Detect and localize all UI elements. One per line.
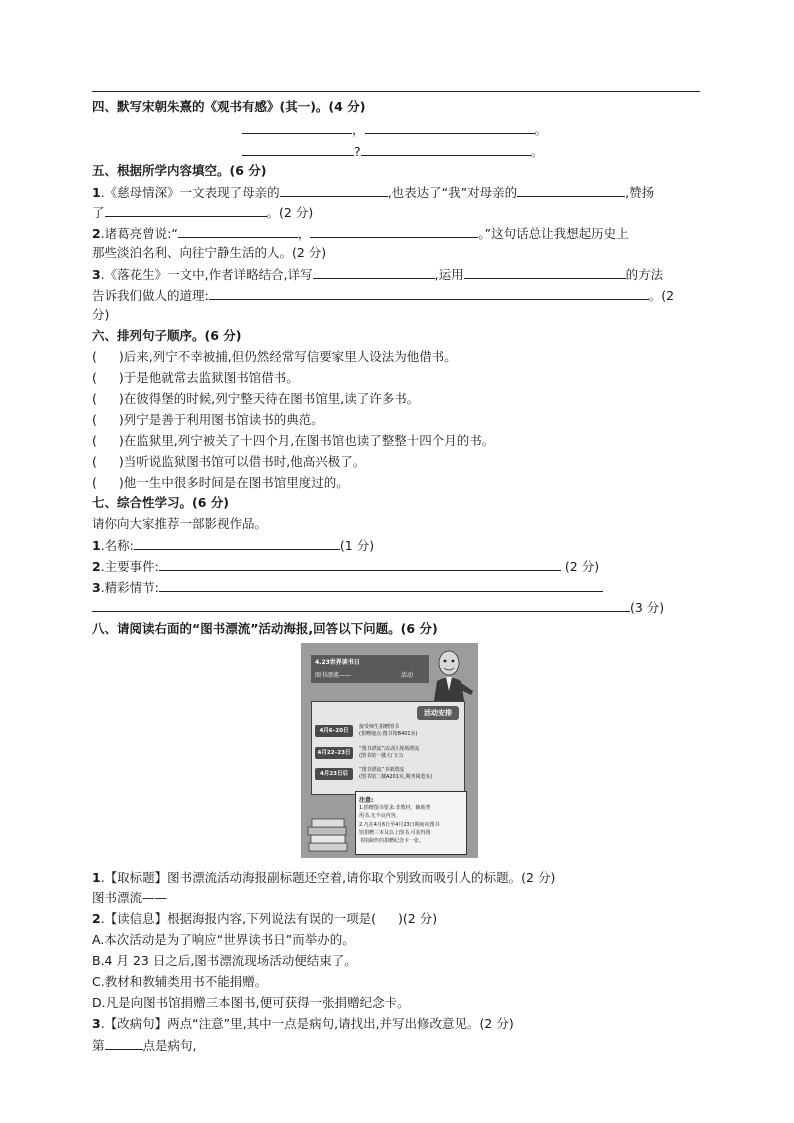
answer-blank[interactable] [134, 536, 340, 550]
book-drift-poster [301, 643, 478, 858]
order-item: ( )于是他就常去监狱图书馆借书。 [92, 370, 299, 385]
schedule-desc: 接受师生捐赠图书 (捐赠地点:图书馆B401室) [359, 724, 418, 737]
cartoon-presenter-icon [419, 647, 477, 707]
order-item: ( )后来,列宁不幸被捕,但仍然经常写信要家里人设法为他借书。 [92, 349, 457, 364]
poster-subtitle-left: 图书漂流—— [315, 672, 352, 679]
section-4-heading: 四、默写宋朝朱熹的《观书有感》(其一)。(4 分) [92, 99, 366, 114]
s7-q1: 1.名称: (1 分) [92, 538, 375, 553]
s5-q3-line2: 告诉我们做人的道理: 。(2 [92, 288, 675, 303]
order-item: ( )在彼得堡的时候,列宁整天待在图书馆里,读了许多书。 [92, 391, 420, 406]
answer-blank[interactable] [209, 286, 649, 300]
s8-q3: 3.【改病句】两点“注意”里,其中一点是病句,请找出,并写出修改意见。(2 分) [92, 1016, 514, 1031]
option-d: D.凡是向图书馆捐赠三本图书,便可获得一张捐赠纪念卡。 [92, 995, 410, 1010]
poster-title: 4.23世界读书日 [315, 659, 360, 666]
s5-q2-line1: 2.诸葛亮曾说:“ ， 。”这句话总让我想起历史上 [92, 226, 629, 241]
schedule-date: 4月22–23日 [315, 747, 353, 759]
notice-line: 书馆制作的捐赠纪念卡一张。 [359, 838, 425, 844]
answer-blank[interactable] [105, 1036, 143, 1050]
s7-q3: 3.精彩情节: [92, 578, 603, 597]
notice-line: 1.捐赠图书要求:非教材、辅助类 [359, 805, 431, 811]
s7-intro: 请你向大家推荐一部影视作品。 [92, 516, 268, 531]
notice-line: 馆捐赠三本及以上图书,可获得图 [359, 830, 431, 836]
answer-blank[interactable] [159, 578, 603, 592]
schedule-desc: “图书漂流”活动区现场漂流 (图书馆一楼大门口) [359, 746, 420, 759]
order-item: ( )列宁是善于利用图书馆读书的典范。 [92, 412, 324, 427]
s5-q3-line1: 3.《落花生》一文中,作者详略结合,详写 ,运用 的方法 [92, 267, 664, 282]
s5-q1-line2: 了 。(2 分) [92, 205, 314, 220]
answer-blank[interactable] [242, 142, 354, 156]
schedule-desc: “图书漂流”书架漂流 (图书馆二楼A201室,期刊阅览室) [359, 767, 433, 780]
s8-q2: 2.【读信息】根据海报内容,下列说法有误的一项是( )(2 分) [92, 911, 438, 926]
section-6-heading: 六、排列句子顺序。(6 分) [92, 328, 242, 343]
answer-blank[interactable] [310, 224, 478, 238]
poem-line-2: ? 。 [242, 142, 543, 161]
answer-blank[interactable] [159, 557, 561, 571]
notice-line: 2.凡在4月6日至4月23日期间向图书 [359, 822, 440, 828]
answer-blank[interactable] [365, 120, 535, 134]
answer-blank[interactable] [178, 224, 298, 238]
option-b: B.4 月 23 日之后,图书漂流现场活动便结束了。 [92, 953, 357, 968]
answer-blank[interactable] [517, 183, 625, 197]
s7-q2: 2.主要事件: (2 分) [92, 559, 600, 574]
s7-q3-line2: (3 分) [92, 598, 664, 617]
section-8-heading: 八、请阅读右面的“图书漂流”活动海报,回答以下问题。(6 分) [92, 621, 438, 636]
notice-title: 注意: [359, 797, 374, 804]
s8-q3-answer: 第 点是病句, [92, 1038, 197, 1053]
s8-q1: 1.【取标题】图书漂流活动海报副标题还空着,请你取个别致而吸引人的标题。(2 分) [92, 870, 556, 885]
s5-q1-line1: 1.《慈母情深》一文表现了母亲的 ,也表达了“我”对母亲的 ,赞扬 [92, 185, 655, 200]
poem-line-1: ， 。 [242, 120, 547, 139]
option-a: A.本次活动是为了响应“世界读书日”而举办的。 [92, 932, 355, 947]
schedule-date: 4月6–20日 [315, 725, 353, 737]
answer-blank[interactable] [280, 183, 388, 197]
answer-blank[interactable] [361, 142, 531, 156]
arrangement-title: 活动安排 [417, 706, 459, 720]
poster-subtitle-right: 活动 [401, 672, 414, 679]
section-7-heading: 七、综合性学习。(6 分) [92, 495, 229, 510]
answer-blank[interactable] [313, 265, 435, 279]
section-5-heading: 五、根据所学内容填空。(6 分) [92, 163, 267, 178]
s5-q2-line2: 那些淡泊名利、向往宁静生活的人。(2 分) [92, 245, 327, 260]
s8-q1-answer: 图书漂流—— [92, 890, 168, 905]
book-stack-icon [307, 813, 351, 853]
answer-blank[interactable] [242, 120, 352, 134]
answer-blank[interactable] [92, 598, 630, 612]
option-c: C.教材和教辅类用书不能捐赠。 [92, 974, 268, 989]
answer-blank[interactable] [105, 203, 267, 217]
schedule-date: 4月23日后 [315, 768, 353, 780]
answer-blank[interactable] [464, 265, 626, 279]
order-item: ( )当听说监狱图书馆可以借书时,他高兴极了。 [92, 454, 366, 469]
order-item: ( )他一生中很多时间是在图书馆里度过的。 [92, 475, 349, 490]
notice-line: 用书,无不良内容。 [359, 813, 401, 819]
top-rule [92, 91, 700, 92]
s5-q3-line3: 分) [92, 307, 110, 322]
order-item: ( )在监狱里,列宁被关了十四个月,在图书馆也读了整整十四个月的书。 [92, 433, 495, 448]
